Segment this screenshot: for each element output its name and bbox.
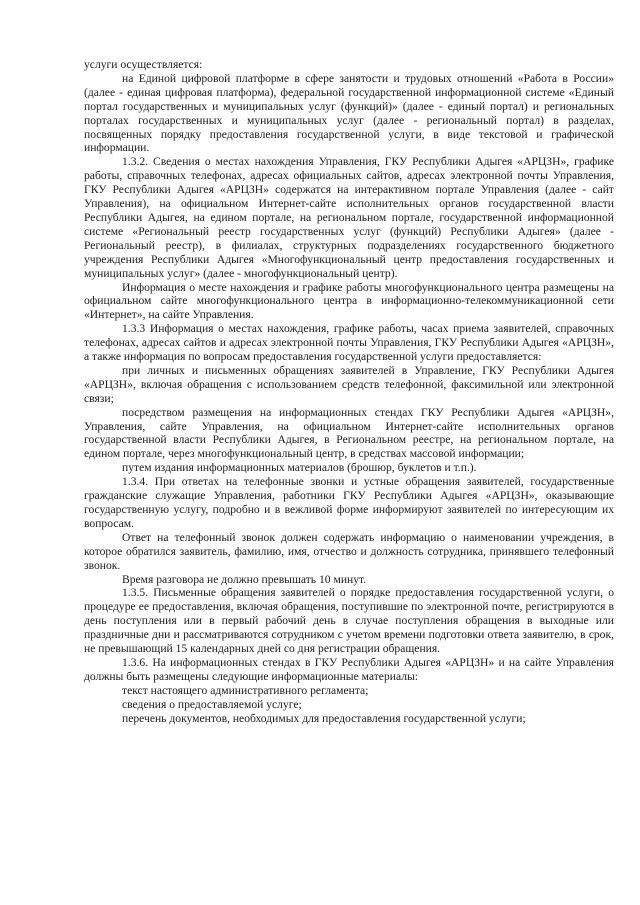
paragraph: 1.3.3 Информация о местах нахождения, графике работы, часах приема заявителей, справочных телефонах, адресах сайтов и адресах электронной почты Управления, ГКУ Республики Адыгея «АРЦЗН», а также информация по вопросам предоставления государственной услуги предоставляется:: [84, 322, 614, 364]
paragraph: перечень документов, необходимых для предоставления государственной услуги;: [122, 711, 526, 725]
paragraph: текст настоящего административного регламента;: [122, 683, 369, 697]
paragraph: путем издания информационных материалов (брошюр, буклетов и т.п.).: [122, 461, 477, 475]
paragraph: при личных и письменных обращениях заявителей в Управление, ГКУ Республики Адыгея «АРЦЗН», включая обращения с использованием средств телефонной, факсимильной или электронной связи;: [84, 363, 614, 405]
paragraph: на Единой цифровой платформе в сфере занятости и трудовых отношений «Работа в России» (далее - единая цифровая платформа), федеральной государственной информационной системе «Единый портал государственных и муниципальных услуг (функций)» (далее - единый портал) и региональных порталах государственных и муниципальных услуг (далее - региональный портал) в разделах, посвященных порядку предоставления государственной услуги, в виде текстовой и графической информации.: [84, 71, 614, 155]
paragraph: сведения о предоставляемой услуге;: [122, 697, 302, 711]
document-page: [84, 58, 614, 726]
paragraph: услуги осуществляется:: [84, 58, 203, 71]
paragraph: 1.3.4. При ответах на телефонные звонки и устные обращения заявителей, государственные гражданские служащие Управления, работники ГКУ Республики Адыгея «АРЦЗН», оказывающие государственную услугу, подробно и в вежливой форме информируют заявителей по интересующим их вопросам.: [84, 475, 614, 530]
paragraph: посредством размещения на информационных стендах ГКУ Республики Адыгея «АРЦЗН», Управления, сайте Управления, на официальном Интернет-сайте исполнительных органов государственной власти Республики Адыгея, в Региональном реестре, на региональном портале, на едином портале, через многофункциональный центр, в средствах массовой информации;: [84, 405, 614, 461]
paragraph: Информация о месте нахождения и графике работы многофункционального центра размещены на официальном сайте многофункционального центра в информационно-телекоммуникационной сети «Интернет», на сайте Управления.: [84, 280, 614, 322]
paragraph: 1.3.5. Письменные обращения заявителей о порядке предоставления государственной услуги, о процедуре ее предоставления, включая обращения, поступившие по электронной почте, регистрируются в день поступления или в первый рабочий день в случае поступления обращения в выходные или праздничные дни и рассматриваются сотрудником с учетом времени подготовки ответа заявителю, в срок, не превышающий 15 календарных дней со дня регистрации обращения.: [84, 586, 614, 656]
paragraph: Ответ на телефонный звонок должен содержать информацию о наименовании учреждения, в которое обратился заявитель, фамилию, имя, отчество и должность сотрудника, принявшего телефонный звонок.: [84, 530, 614, 572]
paragraph: 1.3.2. Сведения о местах нахождения Управления, ГКУ Республики Адыгея «АРЦЗН», графике работы, справочных телефонах, адресах официальных сайтов, адресах электронной почты Управления, ГКУ Республики Адыгея «АРЦЗН» содержатся на интерактивном портале Управления (далее - сайт Управления), на официальном Интернет-сайте исполнительных органов государственной власти Республики Адыгея, на едином портале, на региональном портале, государственной информационной системе «Региональный реестр государственных услуг (функций) Республики Адыгея» (далее - Региональный реестр), в филиалах, структурных подразделениях государственного бюджетного учреждения Республики Адыгея «Многофункциональный центр предоставления государственных и муниципальных услуг» (далее - многофункциональный центр).: [84, 155, 614, 280]
paragraph: Время разговора не должно превышать 10 минут.: [122, 572, 367, 586]
paragraph: 1.3.6. На информационных стендах в ГКУ Республики Адыгея «АРЦЗН» и на сайте Управления должны быть размещены следующие информационные материалы:: [84, 655, 614, 683]
